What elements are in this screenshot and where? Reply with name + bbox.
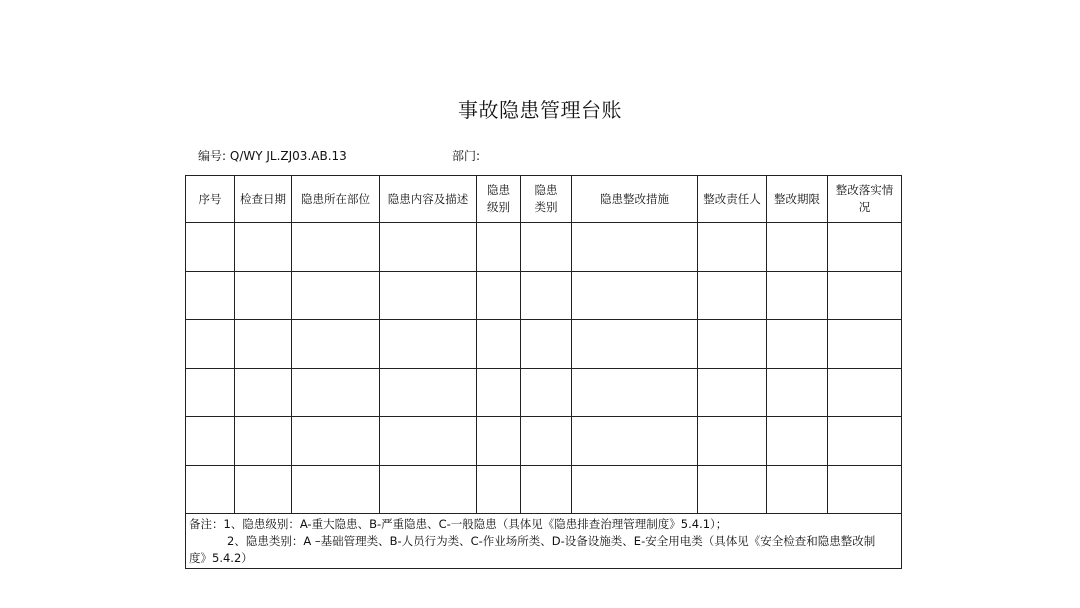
table-cell — [572, 417, 698, 466]
table-cell — [477, 223, 521, 272]
table-cell — [292, 271, 380, 320]
table-cell — [292, 417, 380, 466]
table-cell — [521, 223, 572, 272]
department-field — [452, 147, 480, 164]
table-row — [186, 223, 902, 272]
document-title: 事故隐患管理台账 — [458, 98, 622, 122]
notes-row — [186, 514, 902, 569]
table-cell — [235, 223, 292, 272]
table-cell — [521, 368, 572, 417]
table-cell — [292, 320, 380, 369]
table-cell — [521, 465, 572, 514]
table-cell — [477, 271, 521, 320]
header-check-date: 检查日期 — [235, 176, 292, 223]
table-cell — [767, 417, 828, 466]
table-cell — [235, 417, 292, 466]
table-cell — [186, 465, 235, 514]
table-cell — [380, 223, 477, 272]
document-code — [198, 147, 347, 164]
table-cell — [235, 465, 292, 514]
table-cell — [186, 368, 235, 417]
table-cell — [572, 320, 698, 369]
table-cell — [521, 320, 572, 369]
note-hazard-category-continued: 度》5.4.2） — [189, 551, 253, 565]
table-cell — [235, 320, 292, 369]
note-hazard-level: 备注：1、隐患级别：A-重大隐患、B-严重隐患、C-一般隐患（具体见《隐患排查治理管理制度》5.4.1）； — [189, 517, 728, 531]
header-responsible-person: 整改责任人 — [698, 176, 767, 223]
table-cell — [828, 417, 902, 466]
table-header-row — [186, 176, 902, 223]
table-cell — [521, 271, 572, 320]
table-cell — [477, 320, 521, 369]
table-cell — [380, 465, 477, 514]
table-cell — [186, 223, 235, 272]
table-cell — [828, 223, 902, 272]
table-cell — [828, 271, 902, 320]
table-cell — [698, 320, 767, 369]
table-cell — [828, 465, 902, 514]
table-cell — [292, 368, 380, 417]
table-cell — [235, 368, 292, 417]
table-cell — [186, 417, 235, 466]
table-cell — [698, 223, 767, 272]
note-hazard-category: 2、隐患类别：A –基础管理类、B-人员行为类、C-作业场所类、D-设备设施类、E-安全用电类（具体见《安全检查和隐患整改制 — [227, 534, 876, 548]
code-value: Q/WY JL.ZJ03.AB.13 — [229, 149, 347, 163]
table-cell — [698, 368, 767, 417]
table-cell — [380, 368, 477, 417]
table-cell — [767, 368, 828, 417]
table-cell — [767, 320, 828, 369]
table-cell — [698, 417, 767, 466]
table-cell — [380, 417, 477, 466]
department-label: 部门: — [452, 149, 481, 163]
header-implementation-status: 整改落实情 况 — [828, 176, 902, 223]
header-hazard-description: 隐患内容及描述 — [380, 176, 477, 223]
table-cell — [235, 271, 292, 320]
table-cell — [477, 465, 521, 514]
header-deadline: 整改期限 — [767, 176, 828, 223]
header-serial-no: 序号 — [186, 176, 235, 223]
table-cell — [380, 320, 477, 369]
table-cell — [698, 465, 767, 514]
table-cell — [572, 465, 698, 514]
table-row — [186, 465, 902, 514]
table-cell — [767, 223, 828, 272]
table-cell — [186, 271, 235, 320]
table-cell — [380, 271, 477, 320]
table-cell — [572, 223, 698, 272]
table-cell — [292, 465, 380, 514]
table-cell — [186, 320, 235, 369]
table-cell — [698, 271, 767, 320]
header-hazard-level: 隐患 级别 — [477, 176, 521, 223]
table-cell — [572, 271, 698, 320]
table-cell — [828, 320, 902, 369]
table-cell — [767, 271, 828, 320]
header-hazard-location: 隐患所在部位 — [292, 176, 380, 223]
table-cell — [828, 368, 902, 417]
table-row — [186, 320, 902, 369]
notes-cell — [186, 514, 902, 569]
code-label: 编号: — [198, 149, 227, 163]
table-cell — [572, 368, 698, 417]
table-row — [186, 271, 902, 320]
header-hazard-category: 隐患 类别 — [521, 176, 572, 223]
table-cell — [521, 417, 572, 466]
table-row — [186, 368, 902, 417]
table-cell — [477, 417, 521, 466]
table-row — [186, 417, 902, 466]
table-cell — [292, 223, 380, 272]
hazard-ledger-table — [185, 175, 902, 569]
header-rectification-measures: 隐患整改措施 — [572, 176, 698, 223]
table-cell — [767, 465, 828, 514]
table-cell — [477, 368, 521, 417]
